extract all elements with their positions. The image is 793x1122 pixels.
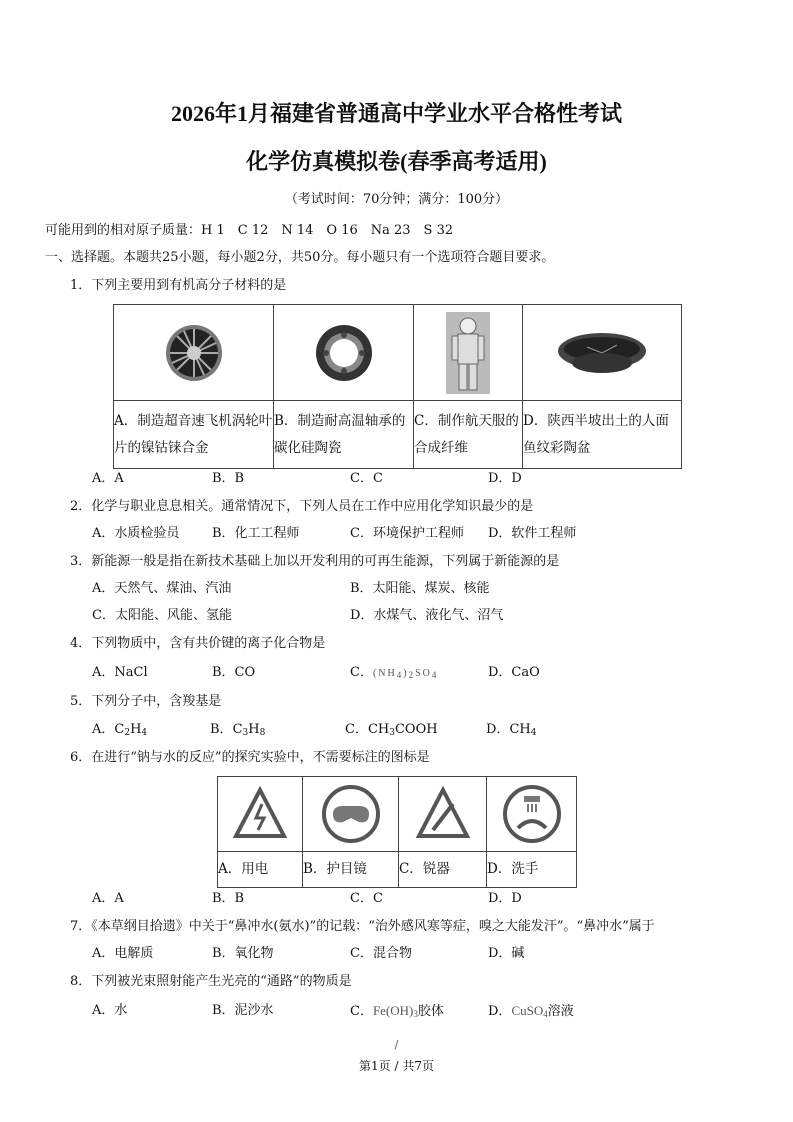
question-4-option-b[interactable]: B．CO [212,665,256,680]
question-6-option-c[interactable]: C．C [350,891,383,906]
spacesuit-image [414,312,522,394]
question-6-stem: 6．在进行“钠与水的反应”的探究实验中，不需要标注的图标是 [70,750,430,765]
question-6-table [217,776,577,888]
question-2-option-b[interactable]: B．化工工程师 [212,526,300,541]
copper-sulfate-formula: CuSO$_4$ [511,1003,548,1019]
question-2-option-c[interactable]: C．环境保护工程师 [350,526,464,541]
question-2-stem: 2．化学与职业息息相关。通常情况下，下列人员在工作中应用化学知识最少的是 [70,499,534,514]
question-8-option-a[interactable]: A．水 [92,1003,128,1018]
question-2-option-a[interactable]: A．水质检验员 [92,526,180,541]
question-1-option-c[interactable]: C．C [350,471,383,486]
question-5-option-a[interactable]: A．$C_2H_4$ [92,722,148,738]
goggles-icon [303,784,398,844]
question-7-option-b[interactable]: B．氧化物 [212,946,274,961]
question-3-stem: 3．新能源一般是指在新技术基础上加以开发利用的可再生能源，下列属于新能源的是 [70,554,560,569]
ferric-hydroxide-formula: $Fe(OH)_3$ [372,1003,418,1019]
question-5-option-b[interactable]: B．$C_3H_8$ [210,722,266,738]
hand-washing-icon [487,784,576,844]
question-5-option-c[interactable]: C．$CH_3COOH$ [345,722,438,738]
question-1-caption-b: B．制造耐高温轴承的碳化硅陶瓷 [274,401,414,469]
bearing-image [274,323,413,383]
question-2-option-d[interactable]: D．软件工程师 [488,526,577,541]
question-8-stem: 8．下列被光束照射能产生光亮的“通路”的物质是 [70,974,352,989]
question-8-option-d[interactable]: D．CuSO$_4$溶液 [488,1003,574,1019]
question-3-option-d[interactable]: D．水煤气、液化气、沼气 [350,608,504,623]
question-1-option-b[interactable]: B．B [212,471,245,486]
ammonium-sulfate-formula: $(NH_4)_2SO_4$ [372,668,439,680]
question-1-caption-a: A．制造超音速飞机涡轮叶片的镍钴铼合金 [114,401,274,469]
question-7-stem: 7．《本草纲目拾遗》中关于“鼻冲水(氨水)”的记载：“治外感风寒等症，嗅之大能发汗”。“鼻冲水”属于 [70,919,655,934]
question-7-option-c[interactable]: C．混合物 [350,946,412,961]
footer-slash: / [394,1038,399,1051]
question-3-option-b[interactable]: B．太阳能、煤炭、核能 [350,581,490,596]
question-7-option-d[interactable]: D．碱 [488,946,525,961]
question-6-caption-c: C．锐器 [399,852,487,888]
question-1-table [113,304,682,469]
formula: $C_2H_4$ [114,722,148,738]
formula: $CH_3COOH$ [367,722,438,738]
question-3-option-a[interactable]: A．天然气、煤油、汽油 [92,581,232,596]
formula: $C_3H_8$ [232,722,266,738]
question-4-option-a[interactable]: A．NaCl [92,665,148,680]
electricity-icon [218,786,302,842]
question-6-caption-d: D．洗手 [487,852,577,888]
question-1-caption-d: D．陕西半坡出土的人面鱼纹彩陶盆 [523,401,682,469]
question-1-caption-c: C．制作航天服的合成纤维 [414,401,523,469]
question-7-option-a[interactable]: A．电解质 [92,946,154,961]
turbine-image [114,323,273,383]
exam-title: 2026年1月福建省普通高中学业水平合格性考试 [170,101,622,126]
sharp-object-icon [399,786,486,842]
question-6-option-d[interactable]: D．D [488,891,522,906]
question-5-stem: 5．下列分子中，含羧基是 [70,694,222,709]
question-6-option-a[interactable]: A．A [92,891,124,906]
page-number: 第1页 / 共7页 [359,1059,434,1073]
question-6-caption-a: A．用电 [218,852,303,888]
question-6-caption-b: B．护目镜 [303,852,399,888]
atomic-masses: 可能用到的相对原子质量：H 1 C 12 N 14 O 16 Na 23 S 32 [45,223,454,238]
question-6-option-b[interactable]: B．B [212,891,245,906]
question-5-option-d[interactable]: D．$CH_4$ [486,722,537,738]
question-4-option-c[interactable]: C．$(NH_4)_2SO_4$ [350,665,439,680]
question-1-option-d[interactable]: D．D [488,471,522,486]
formula: $CH_4$ [509,722,537,738]
exam-subtitle: 化学仿真模拟卷(春季高考适用) [246,149,547,174]
section-heading: 一、选择题。本题共25小题，每小题2分，共50分。每小题只有一个选项符合题目要求。 [45,250,555,265]
question-8-option-b[interactable]: B．泥沙水 [212,1003,274,1018]
question-3-option-c[interactable]: C．太阳能、风能、氢能 [92,608,232,623]
exam-info: （考试时间：70分钟；满分：100分） [284,192,509,207]
question-4-stem: 4．下列物质中，含有共价键的离子化合物是 [70,636,326,651]
question-1-stem: 1．下列主要用到有机高分子材料的是 [70,278,287,293]
pottery-bowl-image [523,331,681,375]
question-1-option-a[interactable]: A．A [92,471,124,486]
question-4-option-d[interactable]: D．CaO [488,665,540,680]
question-8-option-c[interactable]: C．$Fe(OH)_3$胶体 [350,1003,444,1019]
